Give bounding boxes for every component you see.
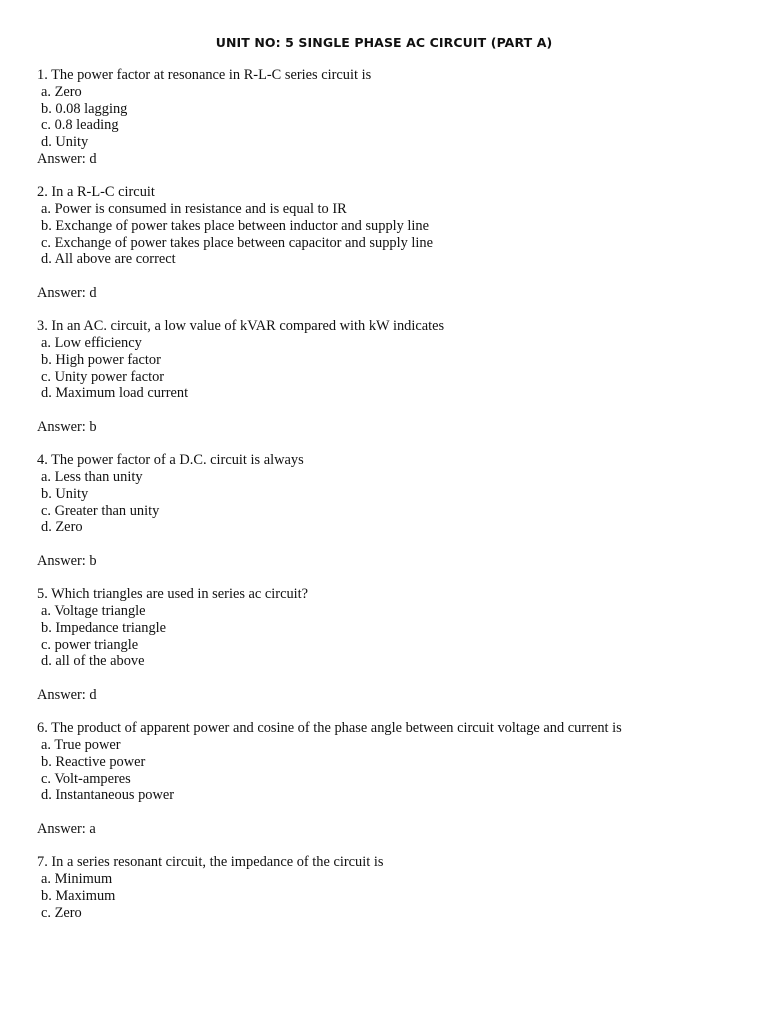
question-text: 3. In an AC. circuit, a low value of kVAR compared with kW indicates	[37, 318, 445, 335]
blank-line	[37, 302, 757, 319]
question-2	[37, 184, 757, 301]
option-a: a. True power	[41, 737, 121, 753]
blank-line	[37, 804, 757, 821]
option-b: b. Unity	[41, 485, 89, 502]
option-c: c. Exchange of power takes place between capacitor and supply line	[41, 234, 433, 251]
option-b: b. Maximum	[41, 887, 116, 904]
question-1	[37, 67, 757, 168]
option-b: b. High power factor	[41, 351, 161, 368]
answer: Answer: a	[37, 820, 96, 837]
question-text: 7. In a series resonant circuit, the impedance of the circuit is	[37, 854, 384, 871]
option-b: b. Impedance triangle	[41, 619, 167, 636]
option-c: c. power triangle	[41, 636, 139, 653]
answer: Answer: b	[37, 552, 97, 569]
option-d: d. All above are correct	[41, 251, 176, 268]
option-d: d. Maximum load current	[41, 385, 189, 402]
option-c: c. 0.8 leading	[41, 117, 119, 134]
blank-line	[37, 168, 757, 185]
question-text: 4. The power factor of a D.C. circuit is always	[37, 452, 304, 469]
question-text: 1. The power factor at resonance in R-L-C series circuit is	[37, 67, 372, 83]
document-title: UNIT NO: 5 SINGLE PHASE AC CIRCUIT (PART A)	[215, 35, 553, 50]
option-d: d. all of the above	[41, 653, 145, 670]
blank-line	[37, 704, 757, 721]
blank-line	[37, 268, 757, 285]
question-text: 6. The product of apparent power and cosine of the phase angle between circuit voltage and current is	[37, 720, 622, 737]
answer: Answer: d	[37, 686, 97, 703]
option-b: b. Reactive power	[41, 753, 146, 770]
blank-line	[37, 670, 757, 687]
option-b: b. 0.08 lagging	[41, 100, 128, 117]
question-6	[37, 720, 757, 837]
blank-line	[37, 436, 757, 453]
answer: Answer: d	[37, 150, 97, 167]
question-3	[37, 318, 757, 435]
answer: Answer: d	[37, 284, 97, 301]
option-d: d. Zero	[41, 519, 83, 536]
question-text: 2. In a R-L-C circuit	[37, 184, 155, 201]
option-a: a. Zero	[41, 83, 82, 100]
question-list	[37, 67, 757, 921]
option-a: a. Voltage triangle	[41, 603, 146, 619]
question-4	[37, 452, 757, 569]
question-7	[37, 854, 757, 921]
question-text: 5. Which triangles are used in series ac circuit?	[37, 586, 309, 603]
blank-line	[37, 536, 757, 553]
option-c: c. Zero	[41, 904, 82, 921]
option-b: b. Exchange of power takes place between inductor and supply line	[41, 217, 430, 234]
option-a: a. Low efficiency	[41, 335, 142, 351]
option-d: d. Unity	[41, 134, 89, 150]
option-c: c. Unity power factor	[41, 368, 165, 385]
blank-line	[37, 570, 757, 587]
blank-line	[37, 402, 757, 419]
option-a: a. Power is consumed in resistance and is equal to IR	[41, 201, 347, 217]
option-d: d. Instantaneous power	[41, 787, 175, 804]
option-a: a. Minimum	[41, 871, 113, 887]
answer: Answer: b	[37, 418, 97, 435]
option-c: c. Greater than unity	[41, 502, 160, 519]
option-c: c. Volt-amperes	[41, 770, 131, 787]
option-a: a. Less than unity	[41, 469, 143, 485]
blank-line	[37, 838, 757, 855]
question-5	[37, 586, 757, 703]
